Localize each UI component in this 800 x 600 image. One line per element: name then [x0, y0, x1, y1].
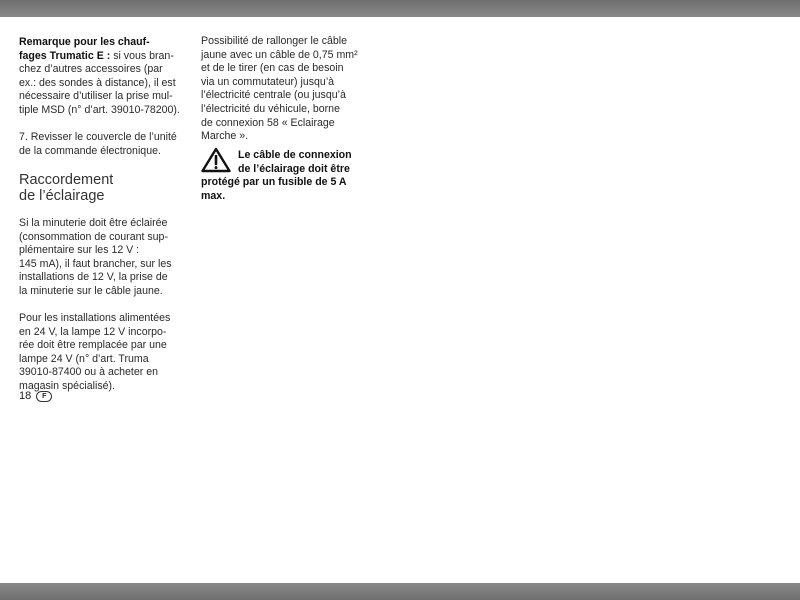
lighting-paragraph-2 — [19, 312, 191, 394]
warning-triangle-icon — [201, 147, 231, 173]
note-line — [19, 63, 191, 77]
heading-line: Raccordement — [19, 171, 114, 188]
language-badge: F — [36, 391, 52, 402]
note-text: tiple MSD (n° d’art. 39010-78200). — [19, 103, 180, 116]
text-line: jaune avec un câble de 0,75 mm² — [201, 48, 358, 61]
text-line: l’électricité du véhicule, borne — [201, 102, 340, 115]
step-7 — [19, 131, 191, 158]
text-line: Pour les installations alimentées — [19, 312, 171, 325]
note-text: ex.: des sondes à distance), il est — [19, 76, 176, 89]
text-line: 39010-87400 ou à acheter en — [19, 366, 159, 379]
text-line: l’électricité centrale (ou jusqu’à — [201, 89, 346, 102]
note-text: nécessaire d’utiliser la prise mul- — [19, 90, 173, 103]
step-line: 7. Revisser le couvercle de l’unité — [19, 131, 177, 144]
warning-line: max. — [201, 189, 226, 202]
text-line: et de le tirer (en cas de besoin — [201, 62, 344, 75]
text-line: rée doit être remplacée par une — [19, 339, 167, 352]
text-line: en 24 V, la lampe 12 V incorpo- — [19, 325, 167, 338]
text-line: (consommation de courant sup- — [19, 230, 168, 243]
lighting-paragraph-1 — [19, 217, 191, 299]
text-line: Marche ». — [201, 130, 249, 143]
text-line: lampe 24 V (n° d’art. Truma — [19, 352, 149, 365]
cable-extension-paragraph — [201, 35, 371, 144]
note-line — [19, 50, 191, 64]
warning-line: de l’éclairage doit être — [238, 162, 350, 175]
note-bold: Remarque pour les chauf- — [19, 36, 150, 48]
note-line — [19, 36, 191, 50]
text-line: plémentaire sur les 12 V : — [19, 244, 140, 257]
text-line: installations de 12 V, la prise de — [19, 271, 168, 284]
text-line: via un commutateur) jusqu’à — [201, 75, 335, 88]
bottom-bar — [0, 583, 800, 600]
warning-line: Le câble de connexion — [238, 149, 352, 161]
right-column — [201, 35, 371, 157]
step-line: de la commande électronique. — [19, 144, 161, 157]
warning-line: protégé par un fusible de 5 A — [201, 176, 347, 189]
note-text: chez d’autres accessoires (par — [19, 63, 163, 76]
text-line: de connexion 58 « Eclairage — [201, 116, 335, 129]
note-line — [19, 104, 191, 118]
note-line — [19, 77, 191, 91]
note-bold: fages Trumatic E : — [19, 49, 114, 62]
page-number: 18 — [19, 390, 32, 402]
text-line: magasin spécialisé). — [19, 380, 115, 393]
trumatic-note — [19, 36, 191, 118]
note-line — [19, 90, 191, 104]
section-heading — [19, 172, 191, 204]
top-bar — [0, 0, 800, 17]
text-line: Si la minuterie doit être éclairée — [19, 216, 168, 229]
text-line: la minuterie sur le câble jaune. — [19, 284, 163, 297]
page-footer — [19, 390, 52, 402]
text-line: 145 mA), il faut brancher, sur les — [19, 257, 172, 270]
text-line: Possibilité de rallonger le câble — [201, 35, 348, 47]
left-column — [19, 36, 191, 407]
note-text: si vous bran- — [113, 49, 174, 62]
fuse-warning — [201, 149, 371, 203]
heading-line: de l’éclairage — [19, 187, 105, 204]
